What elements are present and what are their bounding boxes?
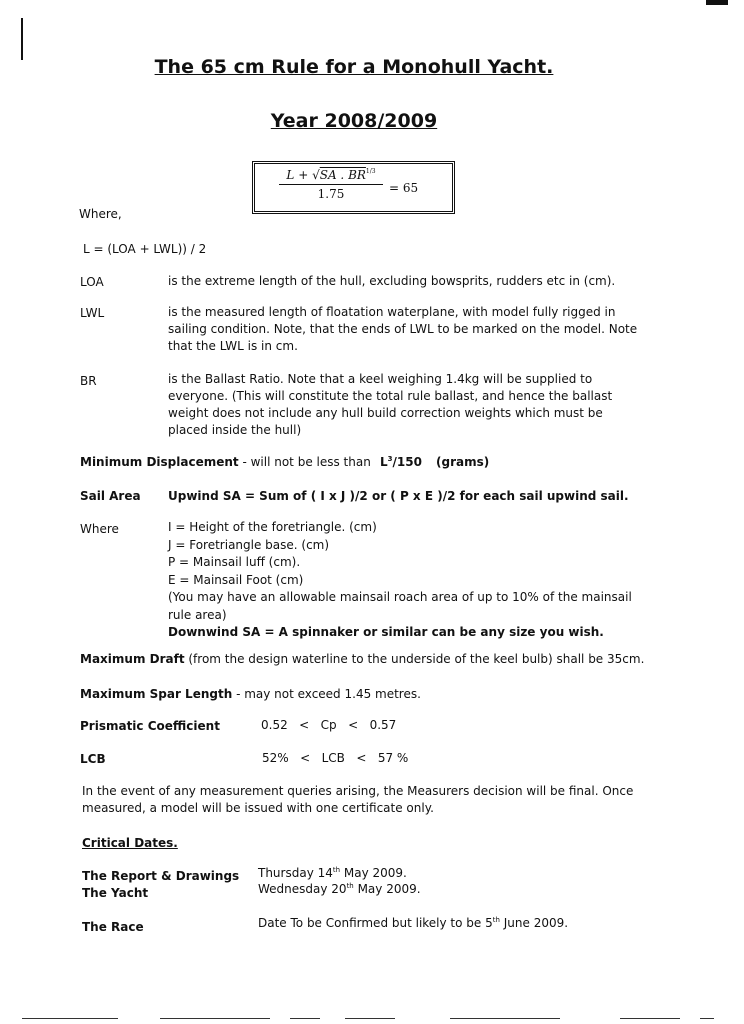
footer-rule [620,1018,680,1019]
where-sail-label: Where [80,522,119,536]
sail-dim-p: P = Mainsail luff (cm). [168,555,301,569]
min-displacement-label: Minimum Displacement [80,455,239,469]
prismatic-label: Prismatic Coefficient [80,719,220,733]
yacht-label: The Yacht [82,886,149,900]
formula-equals: = 65 [389,181,419,195]
lcb-range: 52% < LCB < 57 % [262,751,409,765]
term-br: BR [80,374,97,388]
scan-margin-mark [21,18,23,60]
term-lwl: LWL [80,306,105,320]
report-date: Thursday 14th May 2009. [258,866,407,880]
downwind-sa: Downwind SA = A spinnaker or similar can be any size you wish. [168,625,604,639]
sail-dimensions-list [168,519,638,642]
page-title: The 65 cm Rule for a Monohull Yacht. [154,56,554,78]
footer-rule [345,1018,395,1019]
formula-denominator: 1.75 [317,187,345,201]
l-definition: L = (LOA + LWL)) / 2 [83,242,207,256]
footer-rule [700,1018,714,1019]
report-label: The Report & Drawings [82,869,240,883]
rule-formula-box [252,161,455,214]
definition-br: is the Ballast Ratio. Note that a keel weighing 1.4kg will be supplied to everyone. (This will constitute the total rule ballast, and hence the ballast weight does not include any hull build correction weights which must be placed inside the hull) [168,372,613,437]
scan-corner-mark [706,0,728,5]
sail-dim-i: I = Height of the foretriangle. (cm) [168,520,377,534]
sail-dim-e: E = Mainsail Foot (cm) [168,572,304,587]
lcb-label: LCB [80,752,106,766]
race-label: The Race [82,920,144,934]
min-displacement-formula: $L^3/150$ [380,455,422,469]
measurement-note: In the event of any measurement queries arising, the Measurers decision will be final. Once measured, a model will be issued with one certificate only. [82,784,634,815]
formula-numerator: L + √SA . $BR^{1/3}$ [279,168,383,185]
sail-dim-j: J = Foretriangle base. (cm) [168,537,330,552]
definition-lwl: is the measured length of floatation waterplane, with model fully rigged in sailing condition. Note, that the ends of LWL to be marked on the model. Note that the LWL is in cm. [168,305,638,353]
where-heading: Where, [79,207,122,221]
roach-note: (You may have an allowable mainsail roach area of up to 10% of the mainsail rule area) [168,590,632,622]
footer-rule [160,1018,270,1019]
yacht-date: Wednesday 20th May 2009. [258,882,421,896]
footer-rule [290,1018,320,1019]
prismatic-range: 0.52 < Cp < 0.57 [261,718,397,732]
sail-area-formula: Upwind SA = Sum of ( I x J )/2 or ( P x E )/2 for each sail upwind sail. [168,489,629,503]
race-date: Date To be Confirmed but likely to be 5th June 2009. [258,916,569,930]
min-displacement-unit: (grams) [436,455,490,469]
footer-rule [450,1018,560,1019]
max-draft-row: Maximum Draft (from the design waterline to the underside of the keel bulb) shall be 35cm. [80,652,645,666]
min-displacement-text: - will not be less than [238,455,371,469]
min-displacement-row [80,455,371,469]
max-spar-row: Maximum Spar Length - may not exceed 1.45 metres. [80,687,421,701]
page-subtitle-year: Year 2008/2009 [270,110,438,132]
footer-rule [22,1018,118,1019]
term-loa: LOA [80,275,104,289]
definition-loa: is the extreme length of the hull, excluding bowsprits, rudders etc in (cm). [168,274,616,288]
formula-fraction [279,168,383,201]
sail-area-label: Sail Area [80,489,141,503]
critical-dates-heading: Critical Dates. [82,836,178,850]
